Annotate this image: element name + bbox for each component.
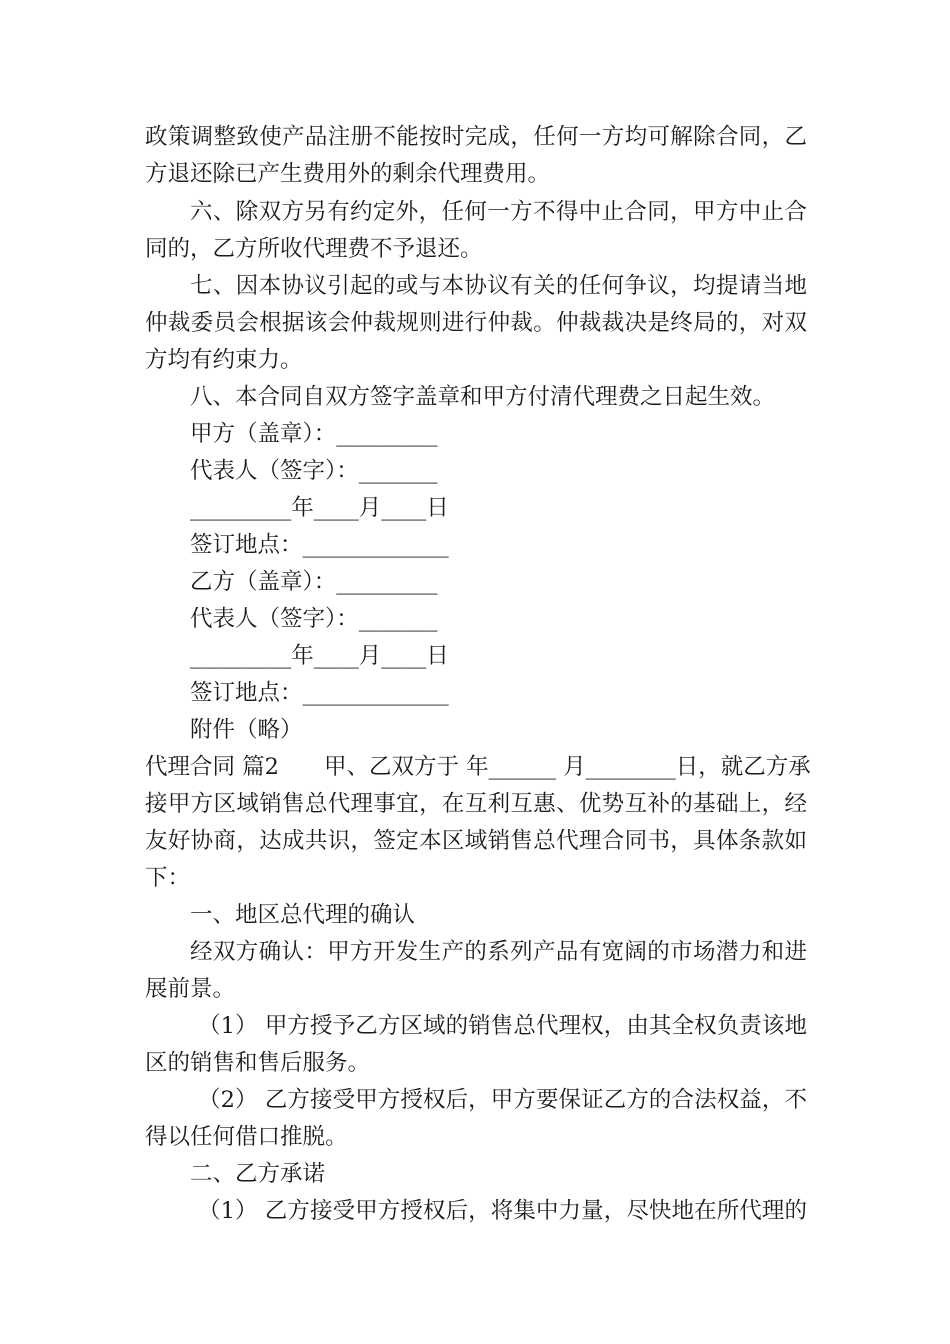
body-line: 同的，乙方所收代理费不予退还。 <box>145 236 483 262</box>
article-1-heading: 一、地区总代理的确认 <box>190 902 416 928</box>
body-line: 仲裁委员会根据该会仲裁规则进行仲裁。仲裁裁决是终局的，对双 <box>145 310 807 336</box>
item-1: （1） 甲方授予乙方区域的销售总代理权，由其全权负责该地 <box>198 1013 807 1039</box>
party-a-date: _________年____月____日 <box>190 495 449 521</box>
body-line: 友好协商，达成共识，签定本区域销售总代理合同书，具体条款如 <box>145 828 807 854</box>
party-a-representative: 代表人（签字）：_______ <box>190 458 438 484</box>
party-b-representative: 代表人（签字）：_______ <box>190 606 438 632</box>
attachment-note: 附件（略） <box>190 717 303 743</box>
party-b-place: 签订地点：_____________ <box>190 680 449 706</box>
body-line: 得以任何借口推脱。 <box>145 1124 348 1150</box>
article-2-heading: 二、乙方承诺 <box>190 1161 326 1187</box>
body-line: 接甲方区域销售总代理事宜，在互利互惠、优势互补的基础上，经 <box>145 791 807 817</box>
body-line: 下： <box>145 865 191 891</box>
item-1: （1） 乙方接受甲方授权后，将集中力量，尽快地在所代理的 <box>198 1198 807 1224</box>
body-line: 方均有约束力。 <box>145 347 303 373</box>
clause-7: 七、因本协议引起的或与本协议有关的任何争议，均提请当地 <box>190 273 807 299</box>
clause-8: 八、本合同自双方签字盖章和甲方付清代理费之日起生效。 <box>190 384 776 410</box>
body-line: 展前景。 <box>145 976 236 1002</box>
body-line: 方退还除已产生费用外的剩余代理费用。 <box>145 161 551 187</box>
party-b-date: _________年____月____日 <box>190 643 449 669</box>
section-heading-contract-2: 代理合同 篇2 甲、乙双方于 年______ 月________日，就乙方承 <box>145 754 811 780</box>
clause-6: 六、除双方另有约定外，任何一方不得中止合同，甲方中止合 <box>190 199 807 225</box>
body-line: 政策调整致使产品注册不能按时完成，任何一方均可解除合同，乙 <box>145 124 807 150</box>
party-a-seal: 甲方（盖章）：_________ <box>190 421 438 447</box>
body-line: 区的销售和售后服务。 <box>145 1050 371 1076</box>
item-2: （2） 乙方接受甲方授权后，甲方要保证乙方的合法权益，不 <box>198 1087 807 1113</box>
party-b-seal: 乙方（盖章）：_________ <box>190 569 438 595</box>
party-a-place: 签订地点：_____________ <box>190 532 449 558</box>
body-line: 经双方确认：甲方开发生产的系列产品有宽阔的市场潜力和进 <box>190 939 807 965</box>
